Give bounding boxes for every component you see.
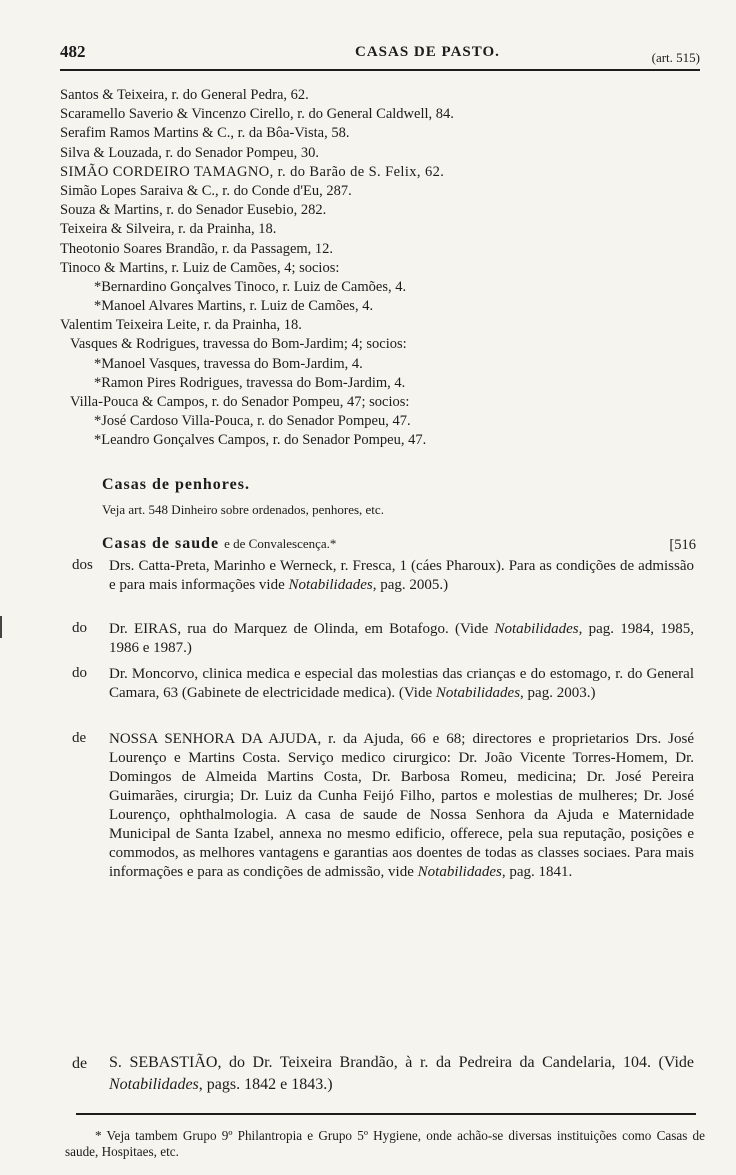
page-header xyxy=(60,42,700,68)
footnote: * Veja tambem Grupo 9º Philantropia e Grupo 5º Hygiene, onde achão-se diversas instituições como Casas de saude, Hospitaes, etc. xyxy=(65,1128,705,1159)
list-item: Simão Lopes Saraiva & C., r. do Conde d'Eu, 287. xyxy=(60,182,352,199)
section-title: Casas de saude xyxy=(102,535,220,552)
list-item: Scaramello Saverio & Vincenzo Cirello, r. do General Caldwell, 84. xyxy=(60,106,454,123)
footnote-rule xyxy=(76,1113,696,1115)
entry-prefix: dos xyxy=(72,557,93,573)
entry-text: S. SEBASTIÃO, do Dr. Teixeira Brandão, à r. da Pedreira da Candelaria, 104. (Vide Notabilidades, pags. 1842 e 1843.) xyxy=(109,1054,694,1093)
entry-text: Drs. Catta-Preta, Marinho e Werneck, r. Fresca, 1 (cáes Pharoux). Para as condições de admissão e para mais informações vide Notabilidades, pag. 2005.) xyxy=(109,558,694,593)
list-item-partner: *José Cardoso Villa-Pouca, r. do Senador Pompeu, 47. xyxy=(94,413,411,430)
entry-text: NOSSA SENHORA DA AJUDA, r. da Ajuda, 66 e 68; directores e proprietarios Drs. José Lourenço e Martins Costa. Serviço medico cirurgico: Dr. João Vicente Torres-Homem, Dr. Domingos de Almeida Martins Costa, Dr. Barbosa Romeu, medicina; Dr. José Pereira Guimarães, cirurgia; Dr. Luiz da Cunha Feijó Filho, partos e molestias de mulheres; Dr. José Lourenço, ophthalmologia. A casa de saude de Nossa Senhora da Ajuda e Maternidade Municipal de Santa Izabel, annexa no mesmo edificio, offerece, pela sua reputação, posições e commodos, as melhores vantagens e garantias aos doentes de todas as classes sociaes. Para mais informações e para as condições de admissão, vide Notabilidades, pag. 1841. xyxy=(109,731,694,880)
section-title-rest: e de Convalescença.* xyxy=(224,536,337,551)
directory-list xyxy=(60,86,700,451)
list-item-partner: *Ramon Pires Rodrigues, travessa do Bom-Jardim, 4. xyxy=(94,374,406,391)
list-item: Vasques & Rodrigues, travessa do Bom-Jardim; 4; socios: xyxy=(70,336,407,353)
list-item: Souza & Martins, r. do Senador Eusebio, 282. xyxy=(60,202,327,219)
entry-text: Dr. EIRAS, rua do Marquez de Olinda, em Botafogo. (Vide Notabilidades, pag. 1984, 1985, 1986 e 1987.) xyxy=(109,621,694,656)
entry-prefix: de xyxy=(72,1055,88,1072)
list-item: Tinoco & Martins, r. Luiz de Camões, 4; socios: xyxy=(60,259,340,276)
list-item: Teixeira & Silveira, r. da Prainha, 18. xyxy=(60,221,277,238)
entry-prefix: de xyxy=(72,730,87,746)
list-item: SIMÃO CORDEIRO TAMAGNO, r. do Barão de S. Felix, 62. xyxy=(60,163,445,180)
section-number: [516 xyxy=(669,537,696,553)
list-item-partner: *Manoel Alvares Martins, r. Luiz de Camões, 4. xyxy=(94,298,374,315)
entry-prefix: do xyxy=(72,620,87,636)
section-heading-saude xyxy=(102,535,336,553)
section-heading-penhores: Casas de penhores. xyxy=(102,476,250,493)
entry-prefix: do xyxy=(72,665,87,681)
list-item: Villa-Pouca & Campos, r. do Senador Pompeu, 47; socios: xyxy=(70,394,410,410)
running-title: CASAS DE PASTO. xyxy=(355,44,500,60)
page-number: 482 xyxy=(60,42,86,61)
margin-mark xyxy=(0,616,2,638)
list-item: Theotonio Soares Brandão, r. da Passagem, 12. xyxy=(60,240,334,257)
list-item-partner: *Manoel Vasques, travessa do Bom-Jardim, 4. xyxy=(94,355,363,372)
entry-text: Dr. Moncorvo, clinica medica e especial das molestias das crianças e do estomago, r. do General Camara, 63 (Gabinete de electricidade medica). (Vide Notabilidades, pag. 2003.) xyxy=(109,666,694,701)
list-item-partner: *Leandro Gonçalves Campos, r. do Senador Pompeu, 47. xyxy=(94,432,427,449)
article-reference: (art. 515) xyxy=(651,50,700,65)
list-item: Santos & Teixeira, r. do General Pedra, 62. xyxy=(60,87,309,103)
cross-reference-note: Veja art. 548 Dinheiro sobre ordenados, penhores, etc. xyxy=(102,502,384,517)
list-item: Serafim Ramos Martins & C., r. da Bôa-Vista, 58. xyxy=(60,125,350,142)
list-item: Valentim Teixeira Leite, r. da Prainha, 18. xyxy=(60,317,302,334)
list-item: Silva & Louzada, r. do Senador Pompeu, 30. xyxy=(60,144,319,161)
header-rule xyxy=(60,69,700,71)
list-item-partner: *Bernardino Gonçalves Tinoco, r. Luiz de Camões, 4. xyxy=(94,278,407,295)
